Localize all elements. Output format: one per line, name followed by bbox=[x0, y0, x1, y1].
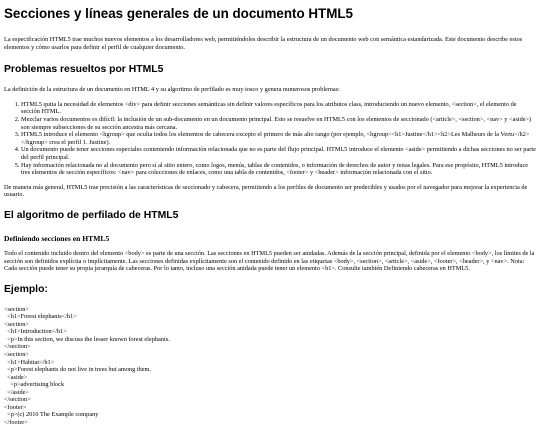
algorithm-heading: El algoritmo de perfilado de HTML5 bbox=[4, 209, 179, 221]
problems-closing: De manera más general, HTML5 trae precisión a las características de seccionado y cabecera, permitiendo a los perfiles de documento ser predecibles y usados por el navegador para mejorar la experiencia de usuario. bbox=[4, 183, 528, 199]
problems-heading: Problemas resueltos por HTML5 bbox=[4, 64, 164, 76]
page-title: Secciones y líneas generales de un documento HTML5 bbox=[4, 6, 354, 21]
problems-lead: La definición de la estructura de un documento en HTML 4 y su algoritmo de perfilado es muy tosco y genera numerosos problemas: bbox=[4, 86, 340, 94]
list-item: 2. Mezclar varios documentos es difícil: la inclusión de un sub-documento en un documento principal. Esto se resuelve en HTML5 con los elementos de seccionado (<article>, <section>, <nav> y <aside>) son siempre subsecciones de su sección ancestra más cercana. bbox=[21, 116, 536, 131]
list-item: 1. HTML5 quita la necesidad de elementos <div> para definir secciones semánticas sin definir valores específicos para los atributos class, introduciendo un nuevo elemento, <section>, el elemento de sección HTML. bbox=[21, 101, 536, 116]
example-code-block: <section> <h1>Forest elephants</h1> <section> <h1>Introduction</h1> <p>In this section, we discuss the lesser known forest elephants. </section> <section> <h1>Habitat</h1> <p>Forest elephants do not live in trees but among them. <aside> <p>advertising block </aside> </section> <footer> <p>(c) 2010 The Example company </footer> bbox=[4, 305, 170, 426]
defining-sections-heading: Definiendo secciones en HTML5 bbox=[4, 233, 110, 243]
list-item: 4. Un documento puede tener secciones especiales conteniendo información relacionada que no es parte del flujo principal. HTML5 introduce el elemento <aside> permitiendo a dichas secciones no ser parte del perfil principal. bbox=[21, 146, 536, 161]
list-item: 5. Hay información relacionada no al documento pero sí al sitio entero, como logos, menús, tablas de contenidos, o información de derechos de autor y notas legales. Para ese propósito, HTML5 introduce tres elementos de sección específicos: <nav> para colecciones de enlaces, como una tabla de contenidos, <footer> y <header> información relacionada con el sitio. bbox=[21, 162, 536, 177]
algorithm-paragraph: Todo el contenido incluido dentro del elemento <body> es parte de una sección. Las secciones en HTML5 pueden ser anidadas. Además de la sección principal, definida por el elemento <body>, los límites de la sección son definidos explícita o implícitamente. Las secciones definidas explícitamente son el contenido definido en las etiquetas <body>, <section>, <article>, <aside>, <footer>, <header>, y <nav>. Nota: Cada sección puede tener su propia jerarquía de cabeceras. Por lo tanto, incluso una sección anidada puede tener un elemento <h1>. Consulte también Definiendo cabeceras en HTML5. bbox=[4, 249, 535, 273]
intro-paragraph: La especificación HTML5 trae muchos nuevos elementos a los desarrolladores web, permitiéndoles describir la estructura de un documento web con semántica estandarizada. Este documento describe estos elementos y cómo usarlos para definir el perfil de cualquier documento. bbox=[4, 36, 523, 51]
example-heading: Ejemplo: bbox=[4, 283, 48, 295]
problems-list bbox=[4, 101, 536, 177]
list-item: 3. HTML5 introduce el elemento <hgroup> que oculta todos los elementos de cabecera excepto el primero de más alto rango (por ejemplo, <hgroup><h1>Justine</h1><h2>Les Malheurs de la Vertu</h2></hgroup> crea el perfil 1. Justine). bbox=[21, 131, 536, 146]
